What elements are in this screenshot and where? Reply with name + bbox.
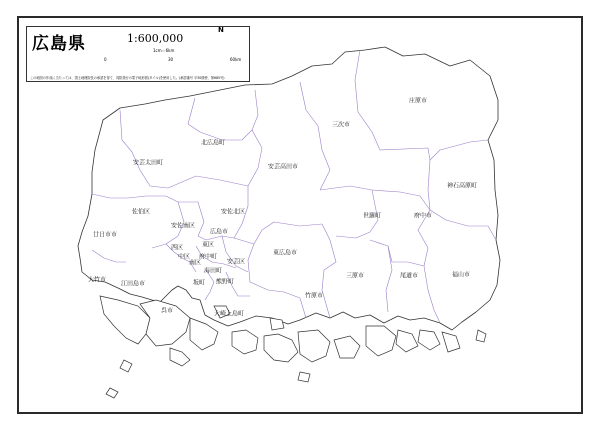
municipality-label: 西区 <box>170 244 184 252</box>
municipality-label: 三次市 <box>331 121 351 129</box>
municipality-label: 南区 <box>188 259 202 267</box>
municipality-label: 福山市 <box>451 271 471 279</box>
municipality-label: 東区 <box>201 241 215 249</box>
municipality-label: 府中町 <box>198 253 218 261</box>
copyright-notice: この地図の作成に当たっては、国土地理院長の承認を得て、同院発行の電子地形図(タイル)を使用した。(承認番号 平30情使、第685号) <box>30 76 225 80</box>
land-outline <box>78 47 500 330</box>
municipality-label: 安芸区 <box>226 258 246 266</box>
municipality-label: 安芸太田町 <box>132 159 164 167</box>
scale-tick-60: 60km <box>230 57 242 62</box>
municipality-label: 三原市 <box>345 272 365 280</box>
municipality-label: 府中市 <box>413 212 433 220</box>
municipality-label: 東広島市 <box>272 249 298 257</box>
municipality-label: 庄原市 <box>408 97 428 105</box>
municipality-label: 安佐北区 <box>220 208 246 216</box>
municipality-label: 熊野町 <box>215 278 235 286</box>
municipality-label: 坂町 <box>192 279 206 287</box>
municipality-label: 中区 <box>177 253 191 261</box>
municipality-label: 廿日市市 <box>92 231 118 239</box>
scale-unit-note: 1cm＝6km <box>153 48 175 53</box>
municipality-label: 尾道市 <box>399 272 419 280</box>
municipality-label: 世羅町 <box>362 212 382 220</box>
municipality-label: 神石高原町 <box>446 182 478 190</box>
scale-ratio: 1:600,000 <box>127 32 184 45</box>
municipality-label: 大崎上島町 <box>213 310 245 318</box>
municipality-label: 大竹市 <box>87 276 107 284</box>
municipality-label: 海田町 <box>203 267 223 275</box>
page-title: 広島県 <box>32 34 86 54</box>
municipality-label: 江田島市 <box>120 280 146 288</box>
scale-tick-0: 0 <box>104 57 107 62</box>
municipality-label: 竹原市 <box>304 292 324 300</box>
municipality-label: 佐伯区 <box>131 208 151 216</box>
north-label: N <box>218 26 224 34</box>
municipality-label: 北広島町 <box>200 139 226 147</box>
municipality-label: 安芸高田市 <box>267 163 299 171</box>
municipality-label: 安佐南区 <box>170 222 196 230</box>
municipality-label: 広島市 <box>209 228 229 236</box>
scale-tick-30: 30 <box>168 57 174 62</box>
municipality-label: 呉市 <box>160 307 174 315</box>
